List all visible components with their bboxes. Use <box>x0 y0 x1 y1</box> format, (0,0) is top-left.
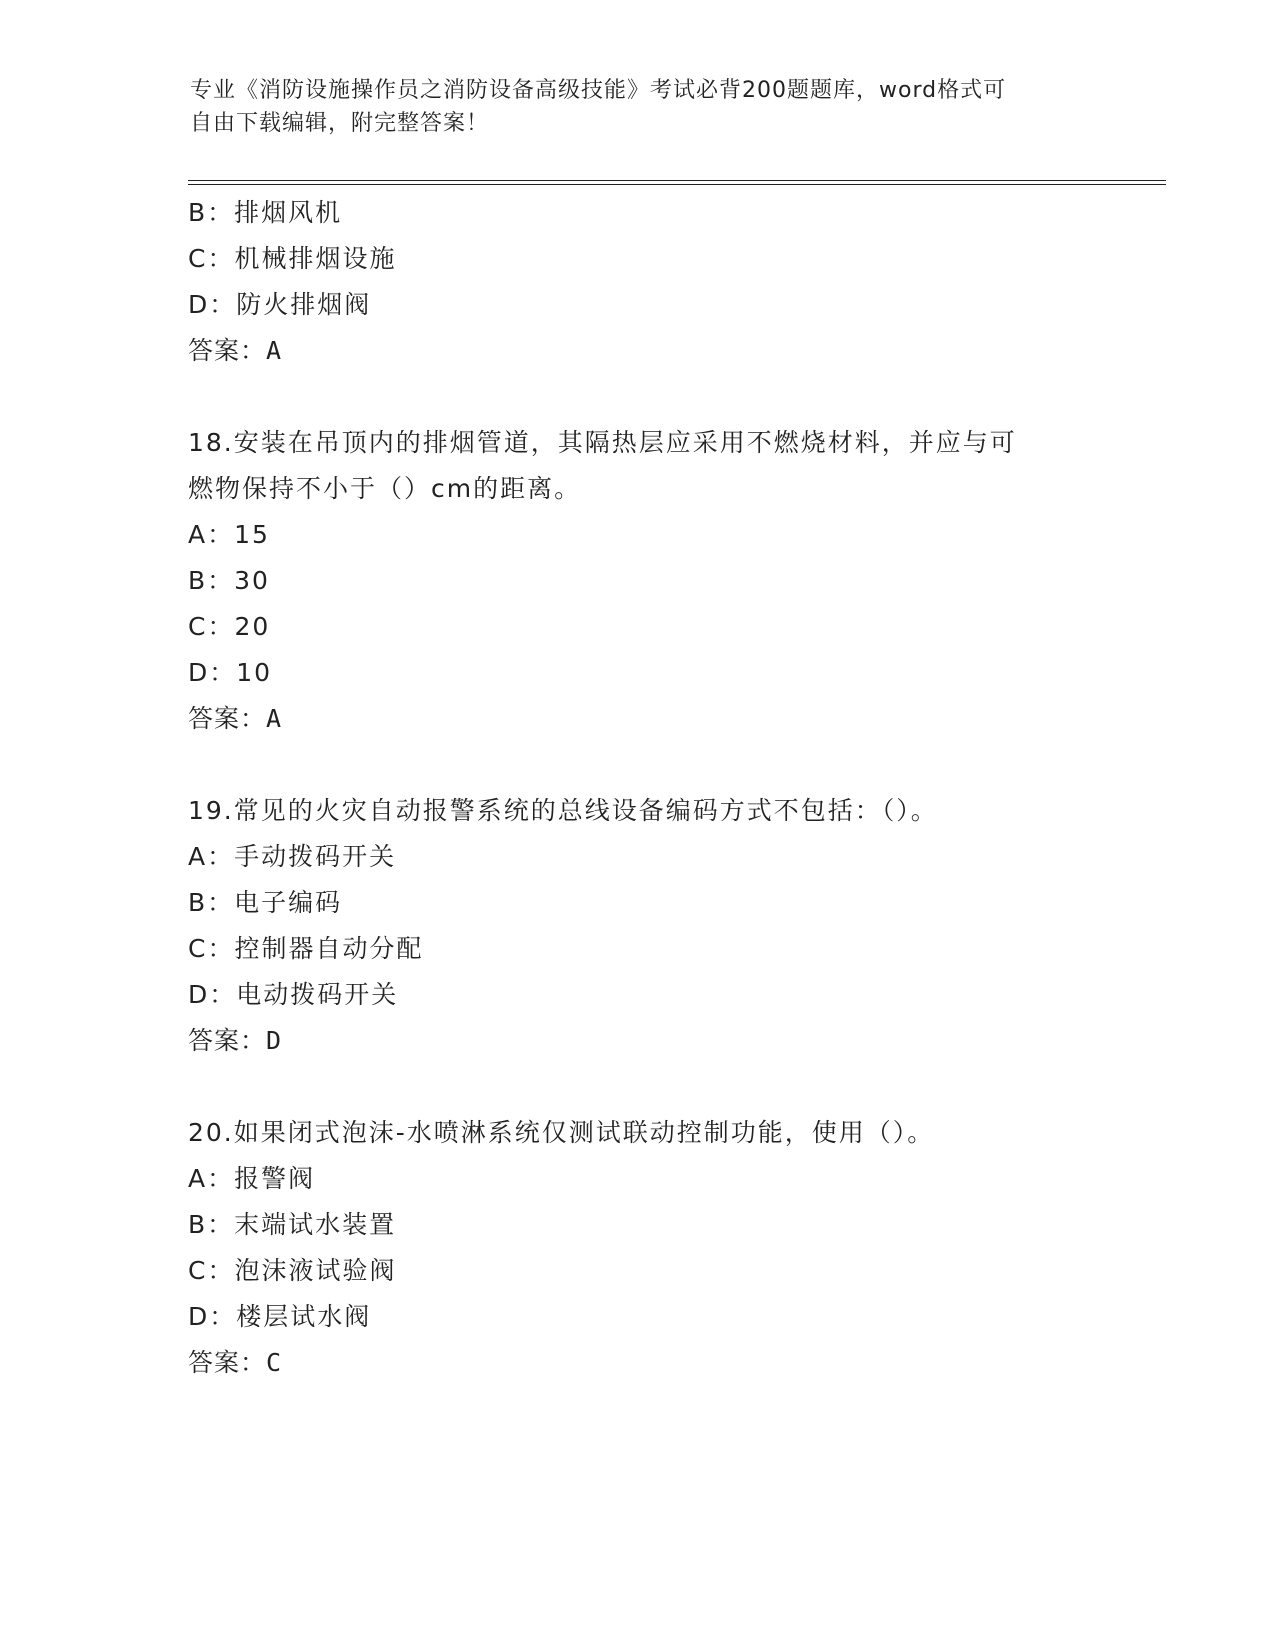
option-c: C：泡沫液试验阀 <box>188 1256 397 1285</box>
answer-line: 答案：D <box>188 1026 283 1055</box>
answer-line: 答案：A <box>188 336 283 365</box>
option-c: C：20 <box>188 612 271 641</box>
option-c: C：机械排烟设施 <box>188 244 397 273</box>
question-20 <box>188 1110 1088 1386</box>
question-18 <box>188 420 1088 742</box>
question-19 <box>188 788 1088 1064</box>
header-title-line-2: 自由下载编辑，附完整答案！ <box>190 111 490 136</box>
option-a: A：报警阀 <box>188 1164 316 1193</box>
option-b: B：末端试水装置 <box>188 1210 397 1239</box>
option-a: A：15 <box>188 520 270 549</box>
option-a: A：手动拨码开关 <box>188 842 397 871</box>
question-stem-line-1: 20.如果闭式泡沫-水喷淋系统仅测试联动控制功能，使用（）。 <box>188 1118 935 1147</box>
answer-line: 答案：C <box>188 1348 283 1377</box>
option-b: B：排烟风机 <box>188 198 343 227</box>
answer-line: 答案：A <box>188 704 283 733</box>
header-double-rule <box>188 180 1166 185</box>
option-c: C：控制器自动分配 <box>188 934 424 963</box>
document-header <box>190 74 1090 140</box>
option-b: B：电子编码 <box>188 888 343 917</box>
option-b: B：30 <box>188 566 270 595</box>
question-stem-line-1: 18.安装在吊顶内的排烟管道，其隔热层应采用不燃烧材料，并应与可 <box>188 428 1017 457</box>
question-stem-line-2: 燃物保持不小于（）cm的距离。 <box>188 474 582 503</box>
header-title-line-1: 专业《消防设施操作员之消防设备高级技能》考试必背200题题库，word格式可 <box>190 78 1007 103</box>
question-stem-line-1: 19.常见的火灾自动报警系统的总线设备编码方式不包括：（）。 <box>188 796 938 825</box>
question-list <box>188 190 1088 1386</box>
question-17-fragment <box>188 190 1088 374</box>
option-d: D：电动拨码开关 <box>188 980 399 1009</box>
option-d: D：防火排烟阀 <box>188 290 372 319</box>
option-d: D：10 <box>188 658 273 687</box>
option-d: D：楼层试水阀 <box>188 1302 372 1331</box>
